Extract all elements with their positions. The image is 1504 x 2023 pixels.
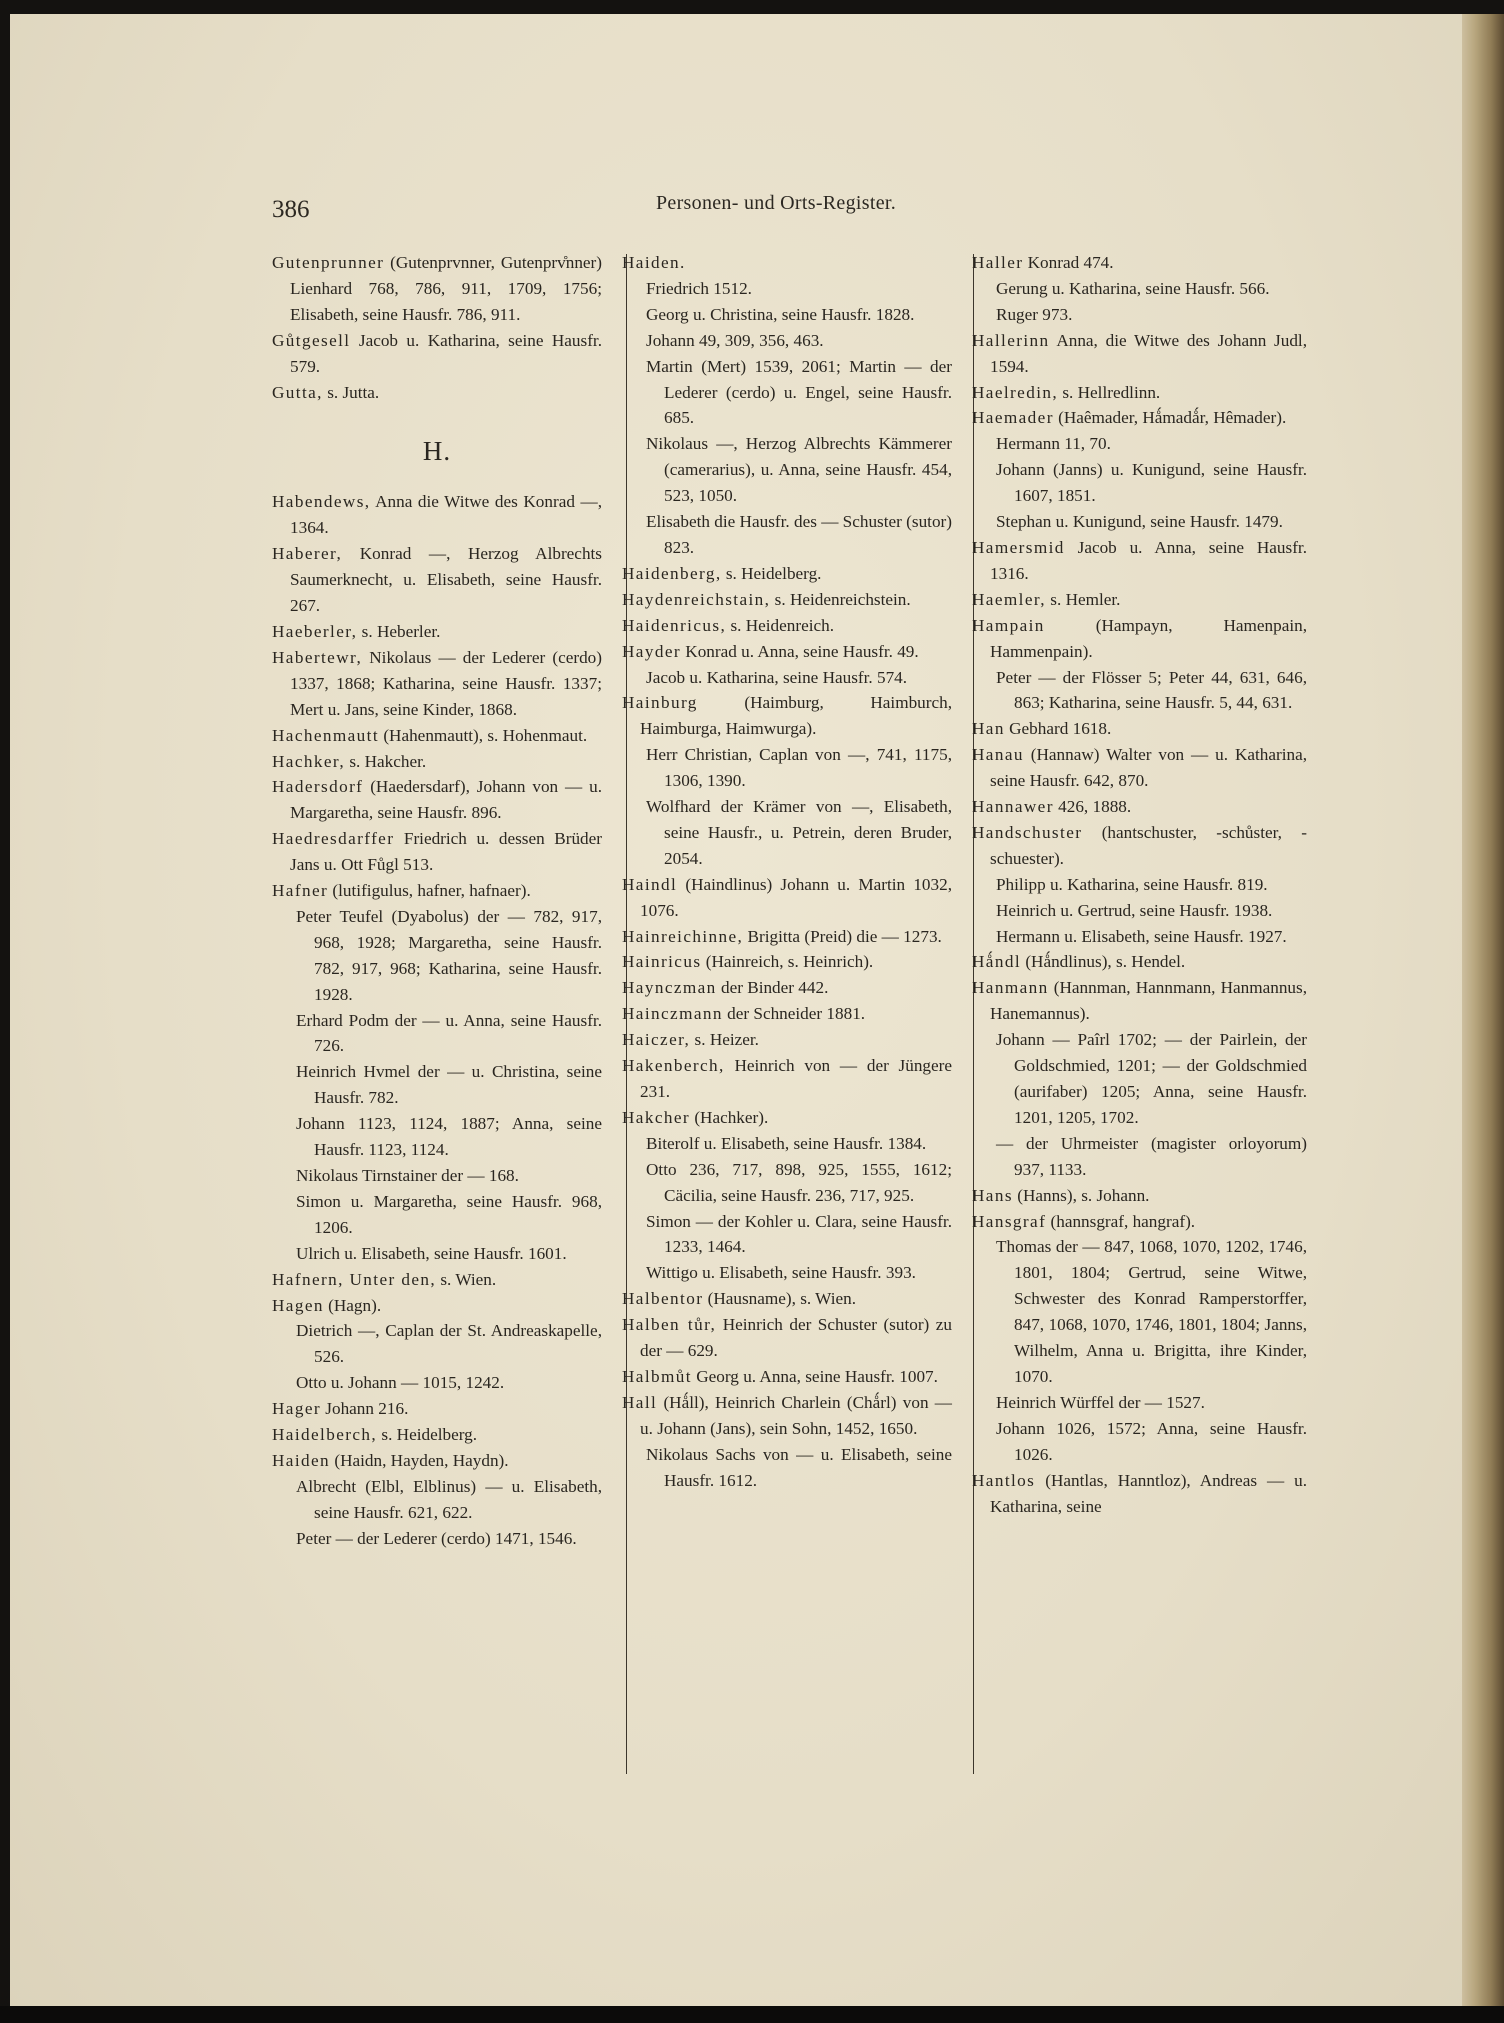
register-entry — [622, 975, 952, 1001]
entry-text: s. Hemler. — [1045, 589, 1121, 609]
register-entry — [622, 924, 952, 950]
register-subentry: Hermann u. Elisabeth, seine Hausfr. 1927. — [996, 926, 1287, 946]
register-subentry: Johann (Janns) u. Kunigund, seine Hausfr. 1607, 1851. — [996, 460, 1307, 506]
register-entry — [622, 1001, 952, 1027]
entry-text: (lutifigulus, hafner, hafnaer). — [328, 881, 531, 901]
entry-text: (Hausname), s. Wien. — [703, 1289, 857, 1309]
register-subentry: Jacob u. Katharina, seine Hausfr. 574. — [646, 667, 908, 687]
entry-headword: Hanmann — [972, 978, 1049, 998]
register-subentry: Johann 1026, 1572; Anna, seine Hausfr. 1026. — [996, 1418, 1307, 1464]
entry-text: (Hanns), s. Johann. — [1012, 1185, 1150, 1205]
register-entry — [272, 1267, 602, 1293]
register-entry — [972, 1183, 1307, 1209]
register-subentry: Simon u. Margaretha, seine Hausfr. 968, 1206. — [296, 1191, 602, 1237]
register-subentry: Simon — der Kohler u. Clara, seine Hausfr. 1233, 1464. — [646, 1211, 952, 1257]
register-subentry: Nikolaus Tirnstainer der — 168. — [296, 1166, 519, 1185]
entry-headword: Hampain — [972, 615, 1045, 635]
register-subentry: Stephan u. Kunigund, seine Hausfr. 1479. — [996, 512, 1283, 532]
register-column-1 — [272, 250, 602, 1552]
register-entry — [272, 1422, 602, 1448]
entry-text: (Hannaw) Walter von — u. Katharina, seine Hausfr. 642, 870. — [990, 745, 1307, 791]
entry-text: (Gutenprvnner, Gutenprv̊nner) Lienhard 768, 786, 911, 1709, 1756; Elisabeth, seine Hausfr. 786, 911. — [290, 253, 602, 324]
register-subentry: Heinrich Würffel der — 1527. — [996, 1392, 1205, 1412]
entry-headword: Hamersmid — [972, 537, 1065, 557]
register-subentry: Ruger 973. — [996, 304, 1073, 324]
entry-text: s. Heidelberg. — [377, 1425, 478, 1445]
register-entry — [272, 878, 602, 904]
entry-headword: Hainreichinne, — [622, 926, 744, 946]
entry-text: der Schneider 1881. — [722, 1004, 866, 1024]
entry-headword: Hayder — [622, 641, 681, 661]
register-entry — [622, 872, 952, 924]
entry-headword: Haelredin, — [972, 382, 1059, 402]
register-entry — [622, 1105, 952, 1131]
register-column-2 — [622, 250, 952, 1494]
entry-text: s. Heidenreichstein. — [770, 589, 911, 609]
register-entry — [972, 949, 1307, 975]
entry-text: s. Jutta. — [322, 382, 380, 402]
register-entry — [622, 587, 952, 613]
entry-headword: Haindl — [622, 874, 678, 894]
entry-text: (Hǻll), Heinrich Charlein (Chǻrl) von — u. Johann (Jans), sein Sohn, 1452, 1650. — [640, 1392, 952, 1438]
entry-text: Anna die Witwe des Konrad —, 1364. — [290, 492, 602, 538]
register-entry — [622, 949, 952, 975]
register-entry — [272, 774, 602, 826]
entry-text: (hantschuster, -schůster, -schuester). — [990, 822, 1307, 868]
entry-text: (Haêmader, Hǻmadǻr, Hêmader). — [1053, 408, 1287, 428]
entry-text: (Hagn). — [323, 1295, 382, 1315]
register-subentry: Wittigo u. Elisabeth, seine Hausfr. 393. — [646, 1263, 916, 1283]
register-entry — [622, 1364, 952, 1390]
register-subentry: Erhard Podm der — u. Anna, seine Hausfr. 726. — [296, 1010, 602, 1056]
entry-text: (Hampayn, Hamenpain, Hammenpain). — [990, 615, 1307, 661]
entry-headword: Gutenprunner — [272, 253, 385, 272]
register-entry — [272, 645, 602, 723]
register-entry — [622, 690, 952, 742]
entry-headword: Hakenberch, — [622, 1056, 725, 1076]
register-entry — [972, 613, 1307, 665]
entry-text: s. Heidenreich. — [726, 615, 834, 635]
entry-text: (Hǻndlinus), s. Hendel. — [1021, 952, 1186, 972]
entry-text: (Hainreich, s. Heinrich). — [701, 952, 874, 972]
entry-text: Konrad —, Herzog Albrechts Saumerknecht, u. Elisabeth, seine Hausfr. 267. — [290, 544, 602, 616]
register-subentry: Peter — der Flösser 5; Peter 44, 631, 646, 863; Katharina, seine Hausfr. 5, 44, 631. — [996, 667, 1307, 713]
entry-headword: Hansgraf — [972, 1211, 1047, 1231]
entry-headword: Haemler, — [972, 589, 1046, 609]
entry-text: 426, 1888. — [1053, 797, 1132, 817]
entry-headword: Han — [972, 719, 1005, 739]
register-subentry: Wolfhard der Krämer von —, Elisabeth, seine Hausfr., u. Petrein, deren Bruder, 2054. — [646, 797, 952, 868]
entry-headword: Haidelberch, — [272, 1425, 378, 1445]
entry-text: Konrad u. Anna, seine Hausfr. 49. — [680, 641, 919, 661]
register-subentry: Nikolaus Sachs von — u. Elisabeth, seine Hausfr. 1612. — [646, 1444, 952, 1490]
register-subentry: Albrecht (Elbl, Elblinus) — u. Elisabeth, seine Hausfr. 621, 622. — [296, 1476, 602, 1522]
entry-headword: Hans — [972, 1185, 1013, 1205]
entry-headword: Halbentor — [622, 1289, 704, 1309]
entry-text: s. Wien. — [436, 1269, 497, 1289]
entry-headword: Habertewr, — [272, 647, 363, 667]
book-spine-edge — [1462, 14, 1504, 2018]
register-entry — [972, 820, 1307, 872]
entry-headword: Haller — [972, 253, 1024, 272]
register-column-3 — [972, 250, 1307, 1519]
register-entry — [972, 1468, 1307, 1520]
entry-headword: Hafnern, Unter den, — [272, 1269, 437, 1289]
entry-headword: Haedresdarffer — [272, 829, 395, 849]
register-subentry: Heinrich u. Gertrud, seine Hausfr. 1938. — [996, 900, 1273, 920]
register-subentry: Friedrich 1512. — [646, 278, 752, 298]
entry-headword: Hǻndl — [972, 952, 1022, 972]
register-entry — [622, 1390, 952, 1442]
register-entry — [972, 587, 1307, 613]
running-head: Personen- und Orts-Register. — [656, 192, 897, 214]
entry-text: Friedrich u. dessen Brüder Jans u. Ott Fůgl 513. — [290, 829, 602, 875]
register-subentry: Johann 49, 309, 356, 463. — [646, 330, 824, 350]
entry-headword: Hachenmautt — [272, 725, 380, 745]
register-subentry: Hermann 11, 70. — [996, 434, 1111, 454]
entry-text: s. Heidelberg. — [721, 563, 822, 583]
entry-headword: Hakcher — [622, 1107, 691, 1127]
register-subentry: Johann — Paîrl 1702; — der Pairlein, der Goldschmied, 1201; — der Goldschmied (aurifaber) 1205; Anna, seine Hausfr. 1201, 1205, 1702. — [996, 1030, 1307, 1127]
register-entry — [272, 723, 602, 749]
entry-headword: Haidenberg, — [622, 563, 722, 583]
register-entry — [272, 328, 602, 380]
entry-headword: Haidenricus, — [622, 615, 727, 635]
register-subentry: Heinrich Hvmel der — u. Christina, seine Hausfr. 782. — [296, 1062, 602, 1108]
register-subentry: Philipp u. Katharina, seine Hausfr. 819. — [996, 874, 1268, 894]
register-entry — [272, 619, 602, 645]
entry-headword: Hager — [272, 1399, 321, 1419]
entry-headword: Hadersdorf — [272, 777, 364, 797]
register-subentry: Thomas der — 847, 1068, 1070, 1202, 1746, 1801, 1804; Gertrud, seine Witwe, Schwester des Konrad Ramperstorffer, 847, 1068, 1070, 1746, 1801, 1804; Janns, Wilhelm, Anna u. Brigitta, ihre Kinder, 1070. — [996, 1237, 1307, 1386]
register-entry — [272, 380, 602, 406]
register-subentry: Otto u. Johann — 1015, 1242. — [296, 1373, 505, 1393]
entry-text: (Hachker). — [690, 1107, 769, 1127]
entry-headword: Haiden — [272, 1450, 331, 1470]
entry-headword: Haeberler, — [272, 621, 358, 641]
register-entry — [972, 742, 1307, 794]
register-entry — [972, 1209, 1307, 1235]
register-entry — [622, 250, 952, 276]
register-entry — [272, 749, 602, 775]
register-entry — [972, 250, 1307, 276]
entry-headword: Hafner — [272, 881, 329, 901]
entry-text: (Haindlinus) Johann u. Martin 1032, 1076. — [640, 874, 952, 920]
section-letter-heading: H. — [422, 436, 452, 467]
register-entry — [972, 975, 1307, 1027]
entry-text: s. Heberler. — [357, 621, 441, 641]
entry-headword: Halben tůr, — [622, 1315, 717, 1335]
entry-headword: Hainczmann — [622, 1004, 723, 1024]
entry-headword: Haemader — [972, 408, 1054, 428]
entry-text: Gebhard 1618. — [1004, 719, 1112, 739]
entry-headword: Hagen — [272, 1295, 324, 1315]
register-subentry: Martin (Mert) 1539, 2061; Martin — der Lederer (cerdo) u. Engel, seine Hausfr. 685. — [646, 356, 952, 428]
entry-text: Nikolaus — der Lederer (cerdo) 1337, 1868; Katharina, seine Hausfr. 1337; Mert u. Jans, seine Kinder, 1868. — [290, 647, 602, 719]
entry-text: (Hahenmautt), s. Hohenmaut. — [379, 725, 588, 745]
entry-text: (hannsgraf, hangraf). — [1046, 1211, 1196, 1231]
entry-headword: Haiczer, — [622, 1030, 691, 1050]
register-entry — [972, 535, 1307, 587]
register-subentry: Peter — der Lederer (cerdo) 1471, 1546. — [296, 1528, 577, 1548]
entry-headword: Haberer, — [272, 544, 343, 564]
register-subentry: Peter Teufel (Dyabolus) der — 782, 917, 968, 1928; Margaretha, seine Hausfr. 782, 917, 968; Katharina, seine Hausfr. 1928. — [296, 906, 602, 1004]
entry-text: Jacob u. Anna, seine Hausfr. 1316. — [990, 537, 1307, 583]
entry-text: Anna, die Witwe des Johann Judl, 1594. — [990, 330, 1307, 376]
register-entry — [272, 489, 602, 541]
entry-text: (Hannman, Hannmann, Hanmannus, Hanemannus). — [990, 978, 1307, 1024]
register-entry — [622, 1053, 952, 1105]
register-entry — [272, 1396, 602, 1422]
scan-bottom-edge — [0, 2006, 1504, 2023]
register-subentry: — der Uhrmeister (magister orloyorum) 937, 1133. — [996, 1133, 1307, 1179]
entry-text: (Haedersdarf), Johann von — u. Margaretha, seine Hausfr. 896. — [290, 777, 602, 823]
entry-headword: Haydenreichstain, — [622, 589, 771, 609]
register-entry — [622, 1312, 952, 1364]
entry-text: (Haidn, Hayden, Haydn). — [330, 1450, 509, 1470]
register-entry — [272, 826, 602, 878]
register-subentry: Ulrich u. Elisabeth, seine Hausfr. 1601. — [296, 1243, 567, 1263]
register-entry — [972, 405, 1307, 431]
entry-headword: Gůtgesell — [272, 330, 351, 350]
entry-headword: Hanau — [972, 745, 1024, 765]
entry-headword: Hantlos — [972, 1470, 1036, 1490]
entry-headword: Hannawer — [972, 797, 1054, 817]
entry-headword: Haynczman — [622, 978, 717, 998]
entry-text: Georg u. Anna, seine Hausfr. 1007. — [691, 1366, 938, 1386]
entry-headword: Habendews, — [272, 492, 371, 512]
entry-text: (Haimburg, Haimburch, Haimburga, Haimwurga). — [640, 693, 952, 739]
entry-text: s. Hakcher. — [345, 751, 427, 771]
page-number: 386 — [272, 196, 310, 223]
register-entry — [972, 716, 1307, 742]
entry-text: Heinrich der Schuster (sutor) zu der — 629. — [640, 1315, 952, 1361]
entry-text: Heinrich von — der Jüngere 231. — [640, 1056, 952, 1101]
entry-text: s. Heizer. — [690, 1030, 759, 1050]
register-subentry: Georg u. Christina, seine Hausfr. 1828. — [646, 304, 915, 324]
register-entry — [272, 541, 602, 619]
register-subentry: Johann 1123, 1124, 1887; Anna, seine Hausfr. 1123, 1124. — [296, 1114, 602, 1160]
register-subentry: Otto 236, 717, 898, 925, 1555, 1612; Cäcilia, seine Hausfr. 236, 717, 925. — [646, 1159, 952, 1205]
entry-headword: Gutta, — [272, 382, 323, 402]
register-entry — [622, 561, 952, 587]
entry-headword: Hainburg — [622, 693, 698, 713]
entry-headword: Hallerinn — [972, 330, 1050, 350]
register-subentry: Herr Christian, Caplan von —, 741, 1175, 1306, 1390. — [646, 745, 952, 791]
entry-headword: Hachker, — [272, 751, 346, 771]
register-entry — [972, 794, 1307, 820]
entry-text: s. Hellredlinn. — [1058, 382, 1161, 402]
register-entry — [972, 328, 1307, 380]
entry-headword: Hainricus — [622, 952, 702, 972]
register-subentry: Gerung u. Katharina, seine Hausfr. 566. — [996, 278, 1270, 298]
register-entry — [622, 1286, 952, 1312]
entry-text: (Hantlas, Hanntloz), Andreas — u. Katharina, seine — [990, 1470, 1307, 1516]
entry-headword: Haiden. — [622, 253, 686, 272]
register-entry — [272, 1448, 602, 1474]
entry-headword: Handschuster — [972, 822, 1083, 842]
register-entry — [972, 380, 1307, 406]
register-entry — [622, 1027, 952, 1053]
register-subentry: Elisabeth die Hausfr. des — Schuster (sutor) 823. — [646, 512, 952, 557]
entry-text: der Binder 442. — [716, 978, 829, 998]
register-entry — [622, 639, 952, 665]
register-entry — [622, 613, 952, 639]
entry-text: Brigitta (Preid) die — 1273. — [743, 926, 942, 946]
register-subentry: Nikolaus —, Herzog Albrechts Kämmerer (camerarius), u. Anna, seine Hausfr. 454, 523, 1050. — [646, 434, 952, 506]
entry-headword: Halbmůt — [622, 1366, 692, 1386]
entry-text: Konrad 474. — [1023, 253, 1114, 272]
entry-text: Johann 216. — [321, 1399, 409, 1419]
register-entry — [272, 250, 602, 328]
register-entry — [272, 1293, 602, 1319]
entry-headword: Hall — [622, 1392, 658, 1412]
entry-text: Jacob u. Katharina, seine Hausfr. 579. — [290, 330, 602, 376]
register-subentry: Biterolf u. Elisabeth, seine Hausfr. 1384. — [646, 1133, 927, 1153]
register-subentry: Dietrich —, Caplan der St. Andreaskapelle, 526. — [296, 1321, 602, 1367]
